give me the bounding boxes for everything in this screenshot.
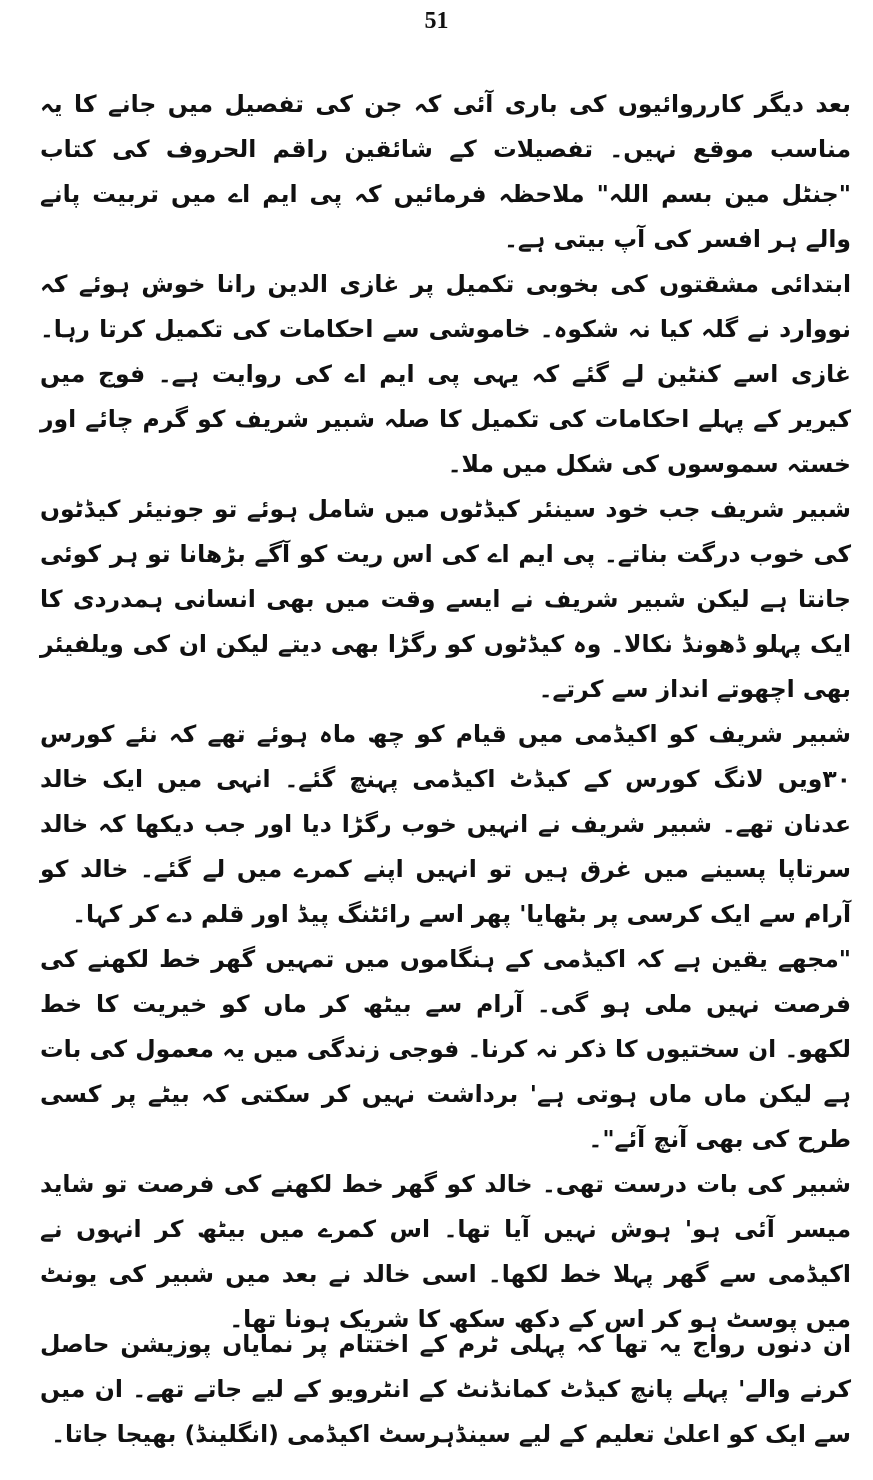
- body-text: [40, 82, 851, 1472]
- paragraph-3: شبیر شریف جب خود سینئر کیڈٹوں میں شامل ہوئے تو جونیئر کیڈٹوں کی خوب درگت بناتے۔ پی ایم اے کی اس ریت کو آگے بڑھانا تو ہر کوئی جانتا ہے لیکن شبیر شریف نے ایسے وقت میں بھی انسانی ہمدردی کا ایک پہلو ڈھونڈ نکالا۔ وہ کیڈٹوں کو رگڑا بھی دیتے لیکن ان کی ویلفیئر بھی اچھوتے انداز سے کرتے۔: [40, 495, 851, 703]
- page-number: 51: [424, 8, 449, 34]
- paragraph-6: شبیر کی بات درست تھی۔ خالد کو گھر خط لکھنے کی فرصت تو شاید میسر آئی ہو' ہوش نہیں آیا تھا۔ اس کمرے میں بیٹھ کر انہوں نے اکیڈمی سے گھر پہلا خط لکھا۔ اسی خالد نے بعد میں شبیر کی یونٹ میں پوسٹ ہو کر اس کے دکھ سکھ کا شریک ہونا تھا۔: [40, 1170, 851, 1333]
- paragraph-4: شبیر شریف کو اکیڈمی میں قیام کو چھ ماہ ہوئے تھے کہ نئے کورس ۳۰ویں لانگ کورس کے کیڈٹ اکیڈمی پہنچ گئے۔ انہی میں ایک خالد عدنان تھے۔ شبیر شریف نے انہیں خوب رگڑا دیا اور جب دیکھا کہ خالد سرتاپا پسینے میں غرق ہیں تو انہیں اپنے کمرے میں لے گئے۔ خالد کو آرام سے ایک کرسی پر بٹھایا' پھر اسے رائٹنگ پیڈ اور قلم دے کر کہا۔: [40, 720, 851, 928]
- paragraph-2: ابتدائی مشقتوں کی بخوبی تکمیل پر غازی الدین رانا خوش ہوئے کہ نووارد نے گلہ کیا نہ شکوہ۔ خاموشی سے احکامات کی تکمیل کرتا رہا۔ غازی اسے کنٹین لے گئے کہ یہی پی ایم اے کی روایت ہے۔ فوج میں کیریر کے پہلے احکامات کی تکمیل کا صلہ شبیر شریف کو گرم چائے اور خستہ سموسوں کی شکل میں ملا۔: [40, 270, 851, 478]
- paragraph-5: "مجھے یقین ہے کہ اکیڈمی کے ہنگاموں میں تمہیں گھر خط لکھنے کی فرصت نہیں ملی ہو گی۔ آرام سے بیٹھ کر ماں کو خیریت کا خط لکھو۔ ان سختیوں کا ذکر نہ کرنا۔ فوجی زندگی میں یہ معمول کی بات ہے لیکن ماں ماں ہوتی ہے' برداشت نہیں کر سکتی کہ بیٹے پر کسی طرح کی بھی آنچ آئے"۔: [40, 945, 851, 1153]
- paragraph-7: ان دنوں رواج یہ تھا کہ پہلی ٹرم کے اختتام پر نمایاں پوزیشن حاصل کرنے والے' پہلے پانچ کیڈٹ کمانڈنٹ کے انٹرویو کے لیے جاتے تھے۔ ان میں سے ایک کو اعلیٰ تعلیم کے لیے سینڈہرسٹ اکیڈمی (انگلینڈ) بھیجا جاتا۔: [40, 1330, 851, 1448]
- paragraph-1: بعد دیگر کارروائیوں کی باری آئی کہ جن کی تفصیل میں جانے کا یہ مناسب موقع نہیں۔ تفصیلات کے شائقین راقم الحروف کی کتاب "جنٹل مین بسم اللہ" ملاحظہ فرمائیں کہ پی ایم اے میں تربیت پانے والے ہر افسر کی آپ بیتی ہے۔: [40, 90, 851, 253]
